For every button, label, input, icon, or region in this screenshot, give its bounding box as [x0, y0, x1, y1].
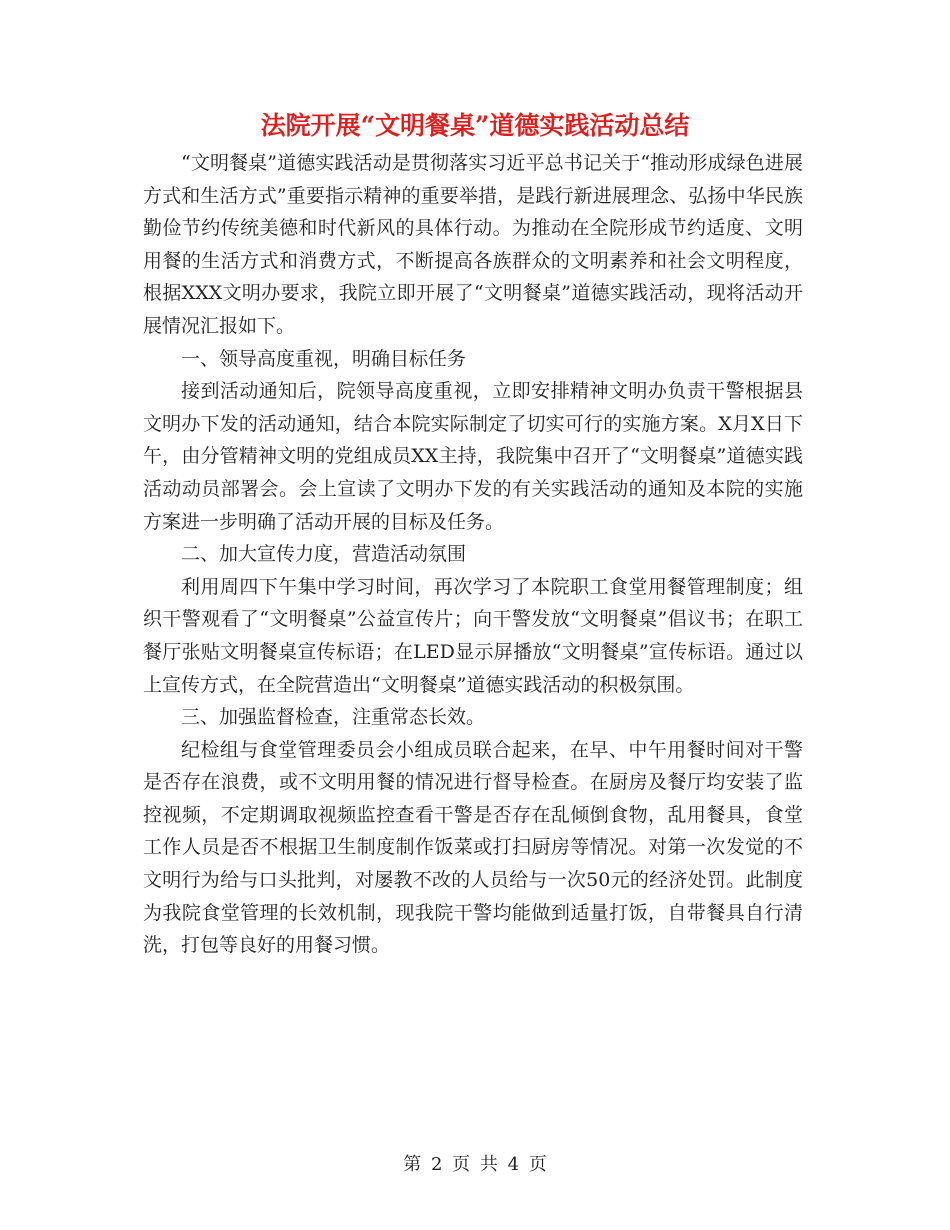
document-title: 法院开展“文明餐桌”道德实践活动总结 — [260, 111, 690, 140]
paragraph-section-1: 接到活动通知后，院领导高度重视，立即安排精神文明办负责干警根据县文明办下发的活动通知，结合本院实际制定了切实可行的实施方案。X月X日下午，由分管精神文明的党组成员XX主持，我院集中召开了“文明餐桌”道德实践活动动员部署会。会上宣读了文明办下发的有关实践活动的通知及本院的实施方案进一步明确了活动开展的目标及任务。 — [143, 380, 803, 533]
section-heading-2: 二、加大宣传力度，营造活动氛围 — [181, 543, 467, 566]
section-heading-3: 三、加强监督检查，注重常态长效。 — [181, 706, 486, 729]
document-body — [143, 147, 803, 962]
section-heading-1: 一、领导高度重视，明确目标任务 — [181, 347, 467, 370]
page-footer: 第 2 页 共 4 页 — [403, 1154, 547, 1175]
paragraph-section-2: 利用周四下午集中学习时间，再次学习了本院职工食堂用餐管理制度；组织干警观看了“文明餐桌”公益宣传片；向干警发放“文明餐桌”倡议书；在职工餐厅张贴文明餐桌宣传标语；在LED显示屏播放“文明餐桌”宣传标语。通过以上宣传方式，在全院营造出“文明餐桌”道德实践活动的积极氛围。 — [143, 575, 803, 696]
paragraph-section-3: 纪检组与食堂管理委员会小组成员联合起来，在早、中午用餐时间对干警是否存在浪费，或不文明用餐的情况进行督导检查。在厨房及餐厅均安装了监控视频，不定期调取视频监控查看干警是否存在乱倾倒食物，乱用餐具，食堂工作人员是否不根据卫生制度制作饭菜或打扫厨房等情况。对第一次发觉的不文明行为给与口头批判，对屡教不改的人员给与一次50元的经济处罚。此制度为我院食堂管理的长效机制，现我院干警均能做到适量打饭，自带餐具自行清洗，打包等良好的用餐习惯。 — [143, 738, 803, 957]
paragraph-intro: “文明餐桌”道德实践活动是贯彻落实习近平总书记关于“推动形成绿色进展方式和生活方式”重要指示精神的重要举措，是践行新进展理念、弘扬中华民族勤俭节约传统美德和时代新风的具体行动。为推动在全院形成节约适度、文明用餐的生活方式和消费方式，不断提高各族群众的文明素养和社会文明程度，根据XXX文明办要求，我院立即开展了“文明餐桌”道德实践活动，现将活动开展情况汇报如下。 — [143, 152, 803, 337]
